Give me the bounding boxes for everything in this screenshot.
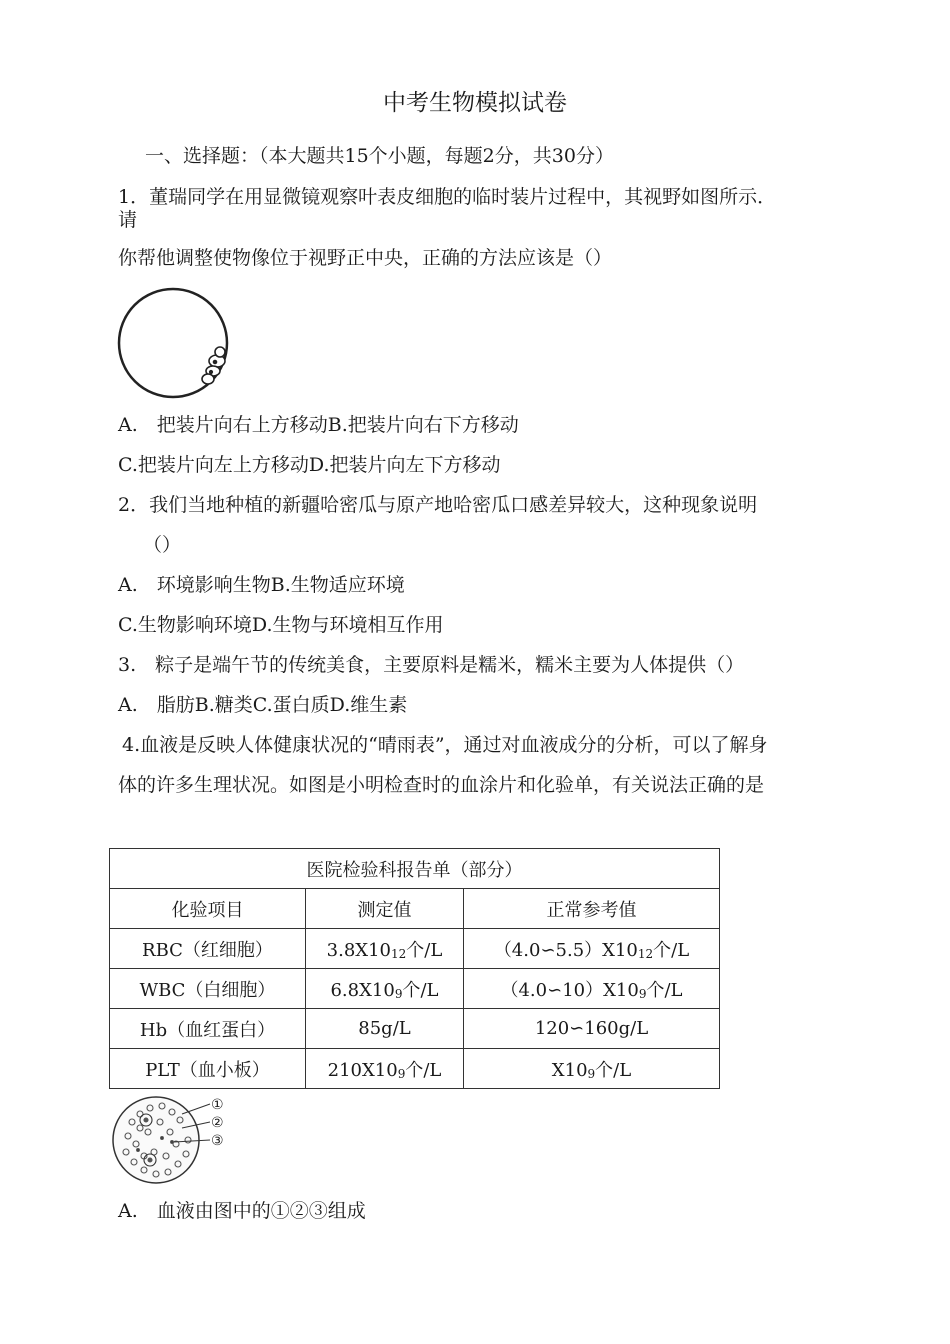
table-row [110, 969, 720, 1009]
q3-options: A. 脂肪B.糖类C.蛋白质D.维生素 [118, 694, 408, 716]
q1-line1: 1．董瑞同学在用显微镜观察叶表皮细胞的临时装片过程中，其视野如图所示． [118, 186, 777, 208]
table-row [110, 1049, 720, 1089]
q2-line1: 2．我们当地种植的新疆哈密瓜与原产地哈密瓜口感差异较大，这种现象说明 [118, 494, 758, 516]
label-3: ③ [211, 1133, 224, 1149]
row-reference: $(4.0∽5.5)X10_{12}$个/L [464, 929, 720, 969]
row-item: Hb（血红蛋白） [110, 1009, 306, 1049]
q4-line1: 4.血液是反映人体健康状况的“晴雨表”，通过对血液成分的分析，可以了解身 [122, 734, 768, 756]
row-value: $3.8X10_{12}$个/L [306, 929, 464, 969]
blood-smear-figure [110, 1092, 240, 1188]
header-reference: 正常参考值 [464, 889, 720, 929]
q4-line2: 体的许多生理状况。如图是小明检查时的血涂片和化验单，有关说法正确的是 [118, 774, 765, 796]
row-item: PLT（血小板） [110, 1049, 306, 1089]
q1-options-ab: A. 把装片向右上方移动B.把装片向右下方移动 [118, 414, 519, 436]
cell-cluster-image [202, 347, 225, 384]
label-2: ② [211, 1115, 224, 1131]
q4-option-a: A. 血液由图中的①②③组成 [118, 1200, 366, 1222]
smear-circle [113, 1097, 199, 1183]
row-value: 85g/L [306, 1009, 464, 1049]
table-row [110, 1009, 720, 1049]
row-reference: 120∽160g/L [464, 1009, 720, 1049]
lab-report-table [109, 848, 720, 1089]
table-row [110, 929, 720, 969]
row-item: RBC（红细胞） [110, 929, 306, 969]
row-reference: $X10_9$个/L [464, 1049, 720, 1089]
q2-line2: （） [143, 534, 182, 556]
q1-line1b: 请 [118, 209, 138, 231]
section-heading: 一、选择题：（本大题共15个小题，每题2分，共30分） [145, 145, 614, 167]
label-1: ① [211, 1097, 224, 1113]
q3-line1: 3. 粽子是端午节的传统美食，主要原料是糯米，糯米主要为人体提供（） [118, 654, 745, 676]
row-reference: $(4.0∽10)X10_9$个/L [464, 969, 720, 1009]
row-item: WBC（白细胞） [110, 969, 306, 1009]
row-value: $6.8X10_9$个/L [306, 969, 464, 1009]
row-value: $210X10_9$个/L [306, 1049, 464, 1089]
microscope-field-figure [112, 284, 238, 402]
q1-line2: 你帮他调整使物像位于视野正中央，正确的方法应该是（） [118, 247, 613, 269]
q2-options-cd: C.生物影响环境D.生物与环境相互作用 [118, 614, 444, 636]
report-header-row [110, 889, 720, 929]
q2-options-ab: A. 环境影响生物B.生物适应环境 [118, 574, 405, 596]
report-title: 医院检验科报告单（部分） [110, 849, 720, 889]
page-title: 中考生物模拟试卷 [383, 90, 567, 116]
q1-options-cd: C.把装片向左上方移动D.把装片向左下方移动 [118, 454, 501, 476]
header-value: 测定值 [306, 889, 464, 929]
header-item: 化验项目 [110, 889, 306, 929]
